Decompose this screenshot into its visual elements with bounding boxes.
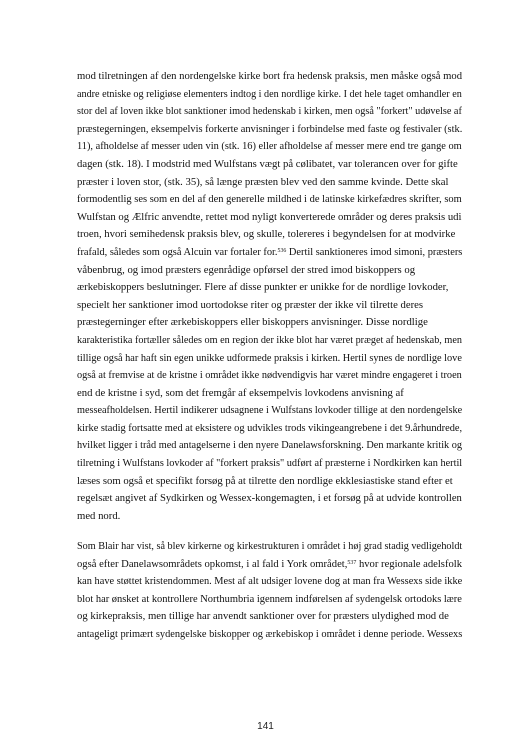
text-line: antageligt primært sydengelske biskopper og ærkebiskop i området i denne periode. Wessexs [77,627,463,640]
text-line: end de kristne i syd, som det fremgår af eksempelvis lovkodens anvisning af [77,386,404,399]
text-line: hvilket ligger i tråd med antagelserne i den nyere Danelawsforskning. Den markante kritik og [77,439,463,452]
text-line: regelsæt angivet af Sydkirken og Wessex-kongemagten, i et forsøg på at udvide kontrollen [77,492,462,505]
text-line [77,244,463,262]
text-line: læses som også et specifikt forsøg på at tilrette den nordlige ekklesiastiske stand efter et [77,474,453,487]
text-line: med nord. [77,509,121,522]
text-line: karakteristika fortæller således om en region der ikke blot har været præget af hedenskab, men [77,333,462,346]
text-fragment: hvor regionale adelsfolk [356,557,463,570]
text-line: tilretning i Wulfstans lovkoder af "forkert praksis" udført af præsterne i Nordkirken kan hertil [77,457,463,470]
text-line: også at fremvise at de kristne i området ikke nødvendigvis har været mindre engageret i troen [77,369,462,382]
text-line: messeafholdelsen. Hertil indikerer udsagnene i Wulfstans lovkoder tillige at den nordengelske [77,404,463,417]
text-fragment: også efter Danelawsområdets opkomst, i al fald i York området, [77,557,348,570]
text-line: kirke stadig fortsatte med at eksistere og udvikles trods vikingeangrebene i det 9.århundrede, [77,421,463,434]
body-paragraph-1 [77,68,463,525]
text-line: Wulfstan og Ælfric anvendte, rettet mod nyligt konverterede områder og deres praksis udi [77,210,462,223]
text-fragment: frafald, således som også Alcuin var fortaler for. [77,245,278,258]
footnote-reference: 536 [277,247,287,254]
text-line: tillige også har haft sin egen unikke udformede praksis i kirken. Hertil synes de nordlige love [77,351,462,364]
footnote-reference: 537 [347,559,357,566]
text-line: specielt her sanktioner imod uortodokse riter og præster der ikke vil tilrette deres [77,298,424,311]
body-paragraph-2 [77,538,463,644]
text-line [77,556,463,574]
text-line: andre etniske og religiøse elementers indtog i den nordlige kirke. I det hele taget omhandler en [77,87,462,100]
text-line: mod tilretningen af den nordengelske kirke bort fra hedensk praksis, men måske også mod [77,70,463,82]
text-line: præstegerninger efter ærkebiskoppers eller biskoppers anvisninger. Disse nordlige [77,316,428,329]
text-line: 11), afholdelse af messer uden vin (stk. 16) eller afholdelse af messer mere end tre gange om [77,140,462,153]
text-line: dagen (stk. 18). I modstrid med Wulfstans vægt på cølibatet, var tolerancen over for gifte [77,157,458,170]
text-fragment: Dertil sanktioneres imod simoni, præsters [286,245,463,258]
text-line: præstegerningen, eksempelvis forkerte anvisninger i forbindelse med faste og festivaler (stk. [77,122,463,135]
text-line: præster i loven stor, (stk. 35), så længe præsten blev ved den samme kvinde. Dette skal [77,175,449,188]
text-line: ærkebiskoppers beslutninger. Flere af disse punkter er unikke for de nordlige lovkoder, [77,281,449,294]
text-line: troen, hvori semihedensk praksis blev, og skulle, tolereres i begyndelsen for at modvirke [77,228,456,241]
text-line: Som Blair har vist, så blev kirkerne og kirkestrukturen i området i høj grad stadig vedligeholdt [77,540,463,552]
page-number: 141 [257,721,274,732]
text-line: våbenbrug, og imod præsters egenrådige opførsel der stred imod biskoppers og [77,263,416,276]
text-line: formodentlig ses som en del af den generelle mildhed i de latinske kirkefædres skrifter, som [77,193,462,206]
text-line: stor del af loven ikke blot sanktioner imod hedenskab i kirken, men også "forkert" udøvelse af [77,105,462,118]
text-line: blot har ønsket at kontrollere Northumbria igennem indførelsen af sydengelsk ortodoks lære [77,592,462,605]
text-line: kan have støttet kristendommen. Mest af alt udsiger lovene dog at man fra Wessexs side ikke [77,575,463,588]
text-line: og kirkepraksis, men tillige har anvendt sanktioner over for præsters ulydighed mod de [77,610,449,623]
